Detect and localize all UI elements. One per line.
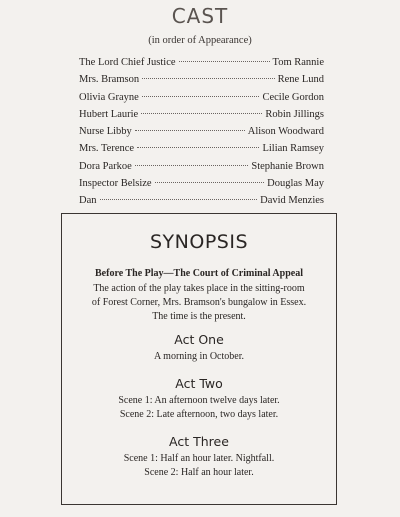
- actor-name: Douglas May: [267, 178, 324, 190]
- role-name: Hubert Laurie: [79, 108, 139, 120]
- action-line: of Forest Corner, Mrs. Bramson's bungalow in Essex.: [91, 297, 307, 308]
- act-three-scene-2: Scene 2: Half an hour later.: [144, 467, 254, 478]
- dot-leader: [137, 147, 259, 148]
- cast-subtitle: (in order of Appearance): [148, 35, 252, 46]
- role-name: Mrs. Terence: [79, 143, 135, 155]
- dot-leader: [135, 165, 249, 166]
- before-play-line: [62, 267, 336, 281]
- act-one-scene: A morning in October.: [154, 351, 244, 362]
- actor-name: Alison Woodward: [247, 126, 324, 138]
- actor-name: Tom Rannie: [272, 57, 324, 68]
- role-name: Dora Parkoe: [79, 160, 132, 172]
- cast-row: [79, 126, 324, 143]
- role-name: The Lord Chief Justice: [79, 57, 176, 68]
- act-two-scene-1: Scene 1: An afternoon twelve days later.: [118, 395, 280, 406]
- actor-name: Stephanie Brown: [251, 160, 324, 172]
- synopsis-title: SYNOPSIS: [149, 231, 249, 253]
- act-three-scene-1: Scene 1: Half an hour later. Nightfall.: [123, 453, 275, 464]
- dot-leader: [100, 199, 258, 200]
- actor-name: Lilian Ramsey: [262, 143, 324, 155]
- cast-row: [79, 109, 324, 126]
- cast-row: [79, 178, 324, 195]
- cast-title: CAST: [171, 4, 229, 28]
- synopsis-box: [61, 213, 337, 505]
- dot-leader: [155, 182, 265, 183]
- act-one-title: Act One: [174, 332, 224, 347]
- dot-leader: [179, 61, 270, 62]
- cast-row: [79, 74, 324, 91]
- dot-leader: [142, 96, 260, 97]
- before-play-text: —The Court of Criminal Appeal: [163, 268, 303, 279]
- dot-leader: [142, 78, 275, 79]
- actor-name: Robin Jillings: [265, 108, 324, 120]
- cast-row: [79, 92, 324, 109]
- role-name: Dan: [79, 195, 97, 207]
- actor-name: David Menzies: [260, 195, 324, 207]
- cast-row: [79, 57, 324, 74]
- actor-name: Rene Lund: [277, 74, 324, 86]
- cast-row: [79, 143, 324, 160]
- actor-name: Cecile Gordon: [262, 91, 324, 103]
- dot-leader: [141, 113, 262, 114]
- action-line: The time is the present.: [152, 311, 246, 322]
- cast-row: [79, 161, 324, 178]
- role-name: Inspector Belsize: [79, 178, 152, 190]
- role-name: Nurse Libby: [79, 126, 132, 138]
- role-name: Mrs. Bramson: [79, 74, 140, 86]
- cast-row: [79, 195, 324, 212]
- act-three-title: Act Three: [169, 434, 229, 449]
- dot-leader: [135, 130, 245, 131]
- before-play-label: Before The Play: [95, 268, 164, 279]
- role-name: Olivia Grayne: [79, 91, 139, 103]
- act-two-scene-2: Scene 2: Late afternoon, two days later.: [119, 409, 279, 420]
- action-line: The action of the play takes place in the sitting-room: [93, 283, 305, 294]
- cast-list: [79, 57, 324, 213]
- act-two-title: Act Two: [175, 376, 223, 391]
